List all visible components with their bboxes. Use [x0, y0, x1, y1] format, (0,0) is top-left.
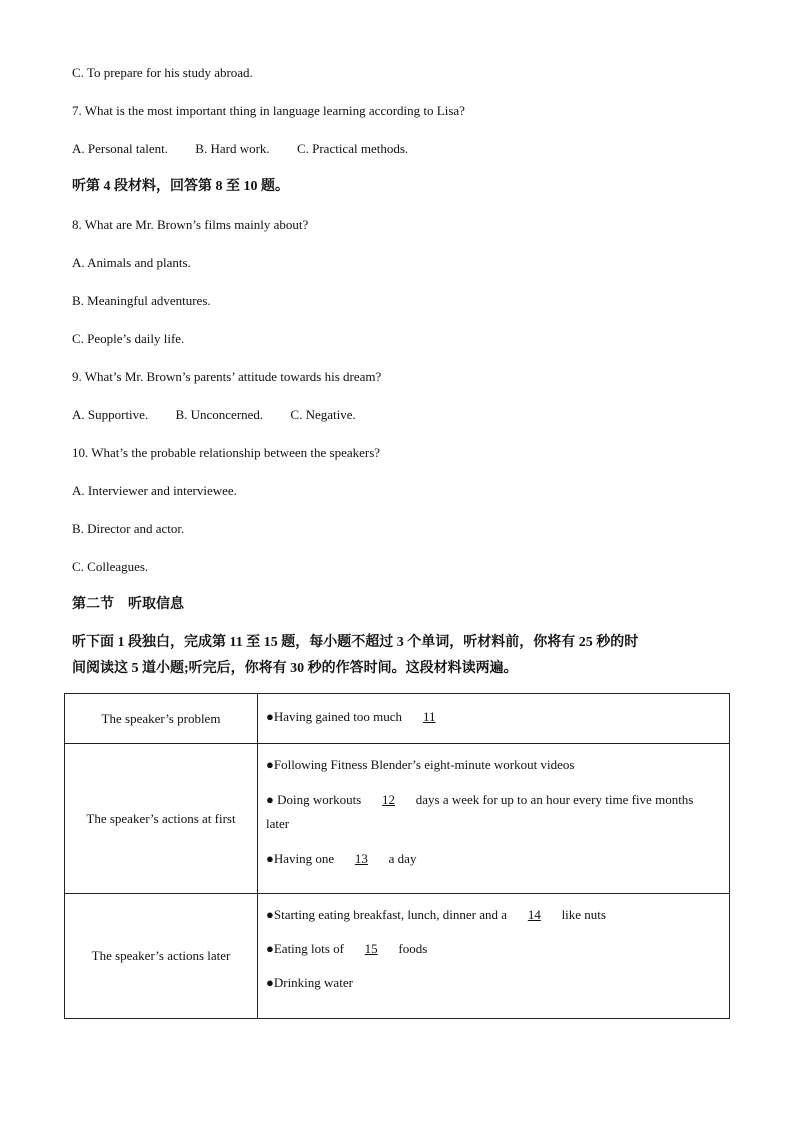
q9-option-b[interactable]: B. Unconcerned. [175, 407, 264, 422]
q9-options [72, 407, 356, 423]
row-label-actions-later: The speaker’s actions later [65, 894, 258, 1019]
bullet-item: ●Drinking water [266, 975, 353, 990]
q10-option-a[interactable]: A. Interviewer and interviewee. [72, 483, 237, 498]
q8-option-a[interactable]: A. Animals and plants. [72, 255, 191, 270]
table-row [65, 744, 730, 894]
q8-question: 8. What are Mr. Brown’s films mainly about? [72, 217, 309, 232]
answer-blank-13[interactable]: 13 [354, 851, 368, 866]
bullet-item: ●Starting eating breakfast, lunch, dinner and a 14 like nuts [266, 904, 719, 926]
row-label-problem: The speaker’s problem [65, 694, 258, 744]
q8-option-b[interactable]: B. Meaningful adventures. [72, 293, 211, 308]
q10-option-b[interactable]: B. Director and actor. [72, 521, 185, 536]
q6-option-c: C. To prepare for his study abroad. [72, 65, 253, 80]
bullet-item: ●Following Fitness Blender’s eight-minute workout videos [266, 757, 575, 772]
q7-option-c[interactable]: C. Practical methods. [296, 141, 409, 156]
bullet-item: ●Having gained too much 11 [266, 706, 719, 728]
instructions-line2: 间阅读这 5 道小题;听完后，你将有 30 秒的作答时间。这段材料读两遍。 [72, 661, 518, 676]
bullet-item: ● Doing workouts 12 days a week for up to an hour every time five months later [266, 788, 719, 836]
answer-blank-14[interactable]: 14 [527, 907, 541, 922]
q9-option-a[interactable]: A. Supportive. [72, 407, 149, 422]
q7-option-b[interactable]: B. Hard work. [195, 141, 270, 156]
q8-option-c[interactable]: C. People’s daily life. [72, 331, 185, 346]
q7-options [72, 141, 408, 157]
table-row [65, 694, 730, 744]
q7-option-a[interactable]: A. Personal talent. [72, 141, 169, 156]
row-label-actions-first: The speaker’s actions at first [65, 744, 258, 894]
q10-question: 10. What’s the probable relationship between the speakers? [72, 445, 381, 460]
answer-blank-15[interactable]: 15 [364, 941, 378, 956]
instructions-line1: 听下面 1 段独白，完成第 11 至 15 题，每小题不超过 3 个单词，听材料前，你将有 25 秒的时 [72, 635, 639, 650]
part2-heading: 第二节 听取信息 [72, 597, 184, 612]
answer-blank-12[interactable]: 12 [382, 792, 395, 807]
bullet-item: ●Eating lots of 15 foods [266, 938, 719, 960]
table-row [65, 894, 730, 1019]
q7-question: 7. What is the most important thing in language learning according to Lisa? [72, 103, 465, 118]
section4-heading: 听第 4 段材料，回答第 8 至 10 题。 [72, 179, 289, 194]
q9-option-c[interactable]: C. Negative. [290, 407, 356, 422]
answer-blank-11[interactable]: 11 [423, 709, 436, 724]
bullet-item: ●Having one 13 a day [266, 848, 719, 870]
info-table [64, 693, 730, 1019]
q10-option-c[interactable]: C. Colleagues. [72, 559, 149, 574]
q9-question: 9. What’s Mr. Brown’s parents’ attitude towards his dream? [72, 369, 382, 384]
